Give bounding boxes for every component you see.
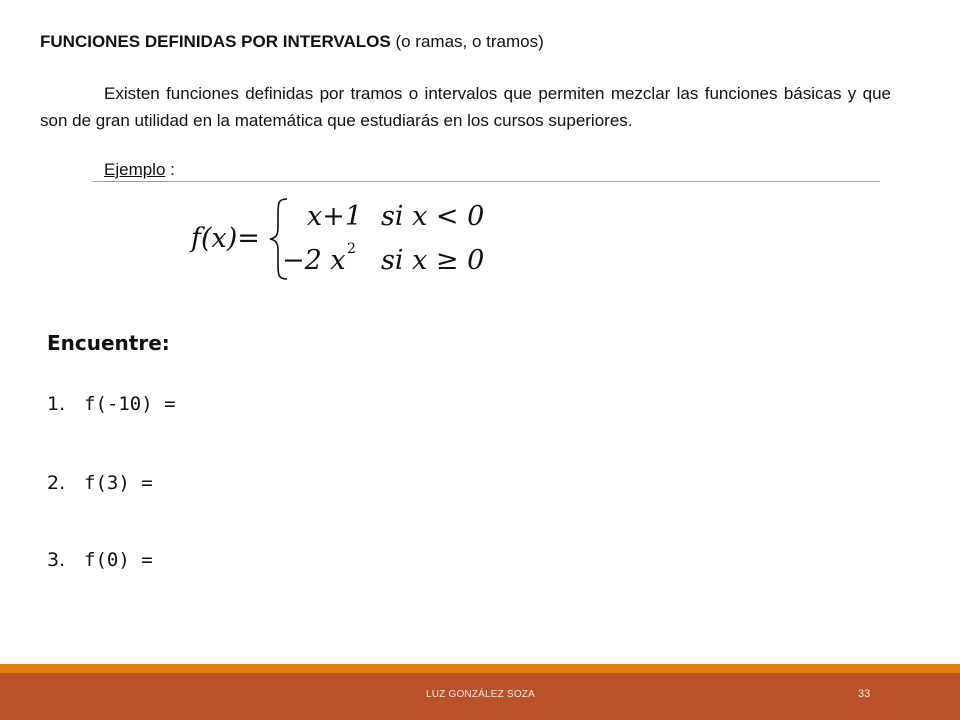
exercise-heading: Encuentre: xyxy=(47,331,170,355)
example-label: Ejemplo xyxy=(104,160,166,179)
exercise-item-number: 2. xyxy=(47,472,66,494)
formula-lhs: f(x)= xyxy=(191,223,260,254)
piece1-expression: x+1 xyxy=(307,201,363,232)
exercise-item-number: 3. xyxy=(47,549,66,571)
piece2-condition: si x ≥ 0 xyxy=(381,245,485,276)
footer-author: LUZ GONZÁLEZ SOZA xyxy=(426,689,535,700)
piecewise-formula xyxy=(185,193,485,283)
exercise-item-2 xyxy=(47,472,153,498)
example-heading xyxy=(104,160,175,180)
page-number: 33 xyxy=(858,688,871,700)
exercise-item-text: f(3) = xyxy=(84,472,153,494)
footer-accent-stripe xyxy=(0,664,960,673)
divider-line xyxy=(93,181,880,182)
intro-paragraph xyxy=(40,80,891,134)
exercise-item-3 xyxy=(47,549,153,575)
intro-text: Existen funciones definidas por tramos o intervalos que permiten mezclar las funciones básicas y que son de gran utilidad en la matemática que estudiarás en los cursos superiores. xyxy=(40,84,891,130)
exercise-item-1 xyxy=(47,393,176,419)
example-colon: : xyxy=(165,160,175,179)
piece2-expression: −2 x xyxy=(282,245,346,276)
slide-title xyxy=(40,32,544,52)
slide-footer xyxy=(0,664,960,720)
piece1-condition: si x < 0 xyxy=(381,201,485,232)
exercise-item-number: 1. xyxy=(47,393,66,415)
piece2-exponent: 2 xyxy=(347,241,356,257)
title-main: FUNCIONES DEFINIDAS POR INTERVALOS xyxy=(40,32,391,51)
exercise-item-text: f(-10) = xyxy=(84,393,176,415)
title-subtitle: (o ramas, o tramos) xyxy=(395,32,544,51)
exercise-item-text: f(0) = xyxy=(84,549,153,571)
